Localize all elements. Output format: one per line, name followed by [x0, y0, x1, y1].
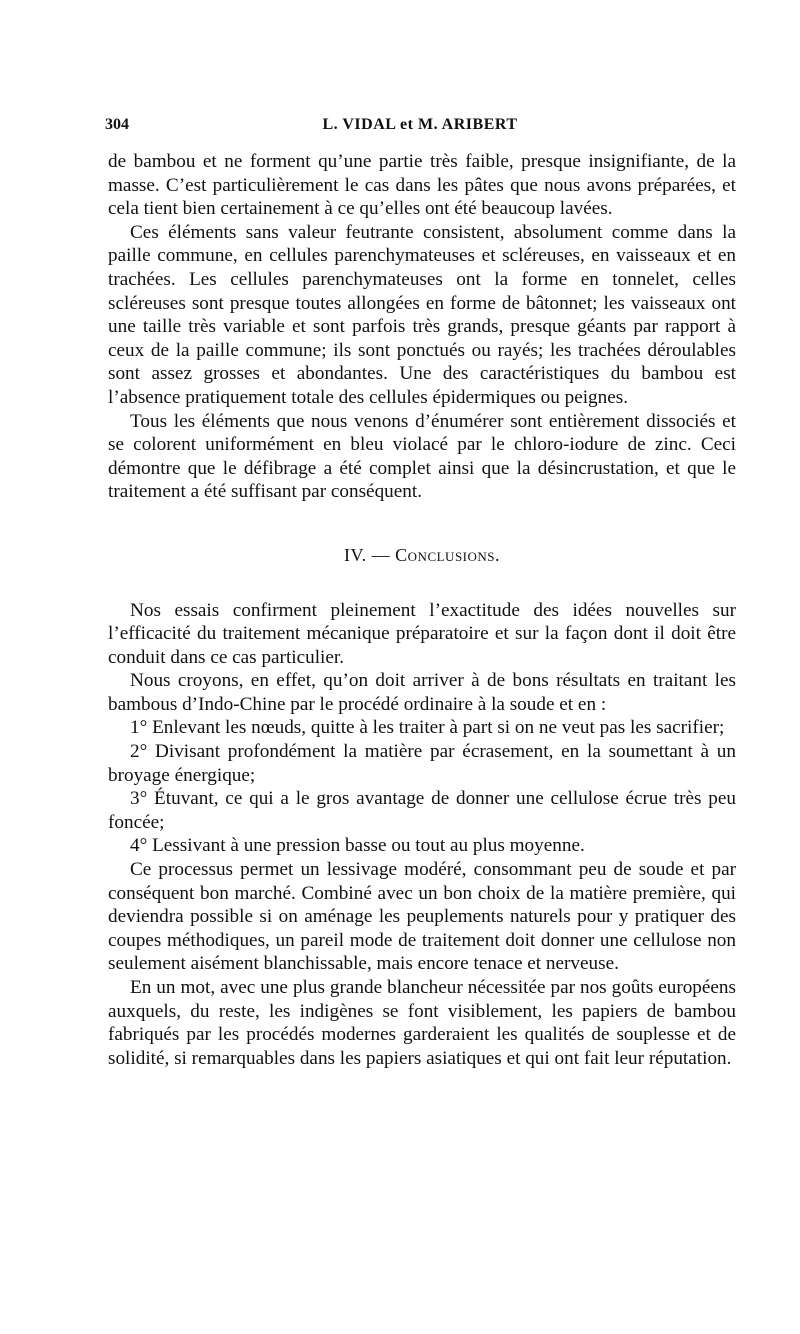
paragraph-essais: Nos essais confirment pleinement l’exactitude des idées nouvelles sur l’efficacité du traitement mécanique préparatoire et sur la façon dont il doit être conduit dans ce cas particulier. [108, 599, 736, 668]
body-text [108, 150, 736, 1070]
section-heading [108, 544, 736, 568]
paragraph-croyons: Nous croyons, en effet, qu’on doit arriver à de bons résultats en traitant les bambous d’Indo-Chine par le procédé ordinaire à la soude et en : [108, 670, 736, 715]
paragraph-en-un-mot: En un mot, avec une plus grande blancheur nécessitée par nos goûts européens auxquels, du reste, les indigènes se font visiblement, les papiers de bambou fabriqués par les procédés modernes garderaient les qualités de souplesse et de solidité, si remarquables dans les papiers asiatiques et qui ont fait leur réputation. [108, 977, 736, 1069]
page-header [105, 116, 735, 140]
list-item-etuvant: 3° Étuvant, ce qui a le gros avantage de donner une cellulose écrue très peu foncée; [108, 788, 736, 833]
running-head: L. VIDAL et M. ARIBERT [322, 116, 518, 133]
paragraph-processus: Ce processus permet un lessivage modéré, consommant peu de soude et par conséquent bon marché. Combiné avec un bon choix de la matière première, qui deviendra possible si on aménage les peuplements naturels pour y pratiquer des coupes méthodiques, un pareil mode de traitement doit donner une cellulose non seulement aisément blanchissable, mais encore tenace et nerveuse. [108, 859, 736, 975]
list-item-lessivant: 4° Lessivant à une pression basse ou tout au plus moyenne. [130, 835, 585, 857]
list-item-divisant: 2° Divisant profondément la matière par écrasement, en la soumettant à un broyage énergique; [108, 741, 736, 786]
paragraph-continued: de bambou et ne forment qu’une partie très faible, presque insignifiante, de la masse. C’est particulièrement le cas dans les pâtes que nous avons préparées, et cela tient bien certainement à ce qu’elles ont été beaucoup lavées. [108, 151, 736, 220]
list-item-enlevant: 1° Enlevant les nœuds, quitte à les traiter à part si on ne veut pas les sacrifier; [130, 717, 725, 739]
section-title: Conclusions. [395, 544, 501, 565]
paragraph-dissociation: Tous les éléments que nous venons d’énumérer sont entièrement dissociés et se colorent uniformément en bleu violacé par le chloro-iodure de zinc. Ceci démontre que le défibrage a été complet ainsi que la désincrustation, et que le traitement a été suffisant par conséquent. [108, 410, 736, 503]
page-number: 304 [105, 116, 129, 133]
paragraph-non-felting-elements: Ces éléments sans valeur feutrante consistent, absolument comme dans la paille commune, en cellules parenchymateuses et scléreuses, en vaisseaux et en trachées. Les cellules parenchymateuses ont la forme en tonnelet, celles scléreuses sont presque toutes allongées en forme de bâtonnet; les vaisseaux ont une taille très variable et sont parfois très grands, presque géants par rapport à ceux de la paille commune; ils sont ponctués ou rayés; les trachées déroulables sont assez grosses et abondantes. Une des caractéristiques du bambou est l’absence pratiquement totale des cellules épidermiques ou peignes. [108, 221, 736, 408]
section-number: IV. — [343, 544, 391, 565]
